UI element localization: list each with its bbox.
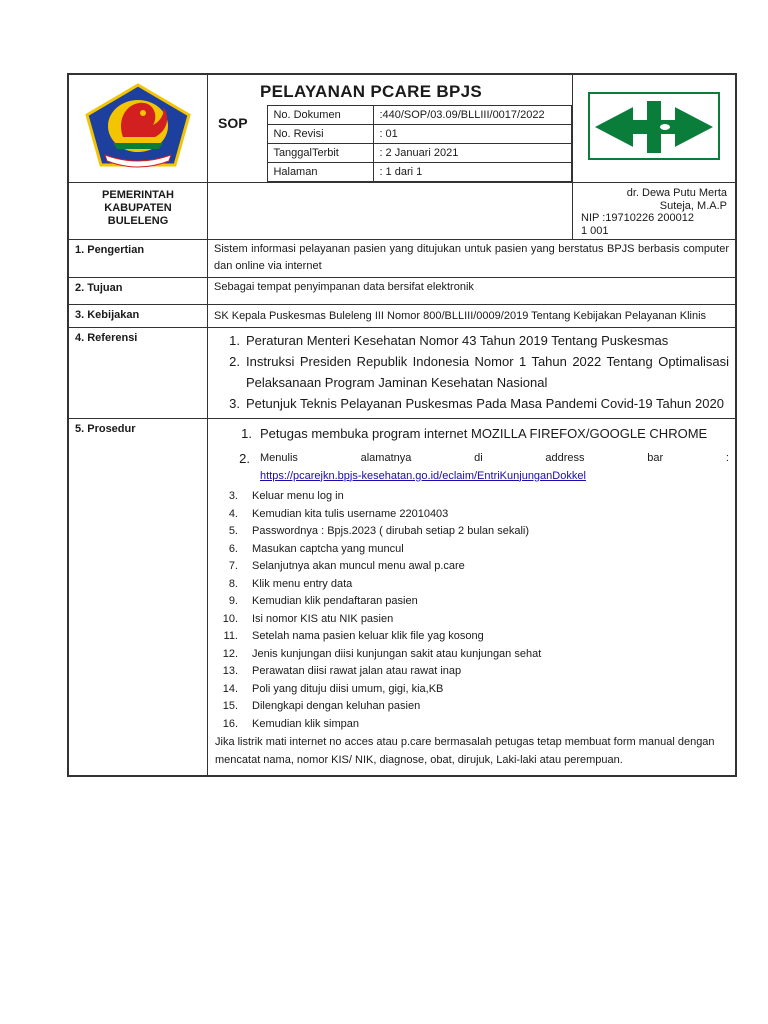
sop-label: SOP xyxy=(218,115,248,131)
document-meta-table xyxy=(267,105,572,182)
list-item: 7. Selanjutnya akan muncul menu awal p.care xyxy=(228,560,465,572)
meta-value: : 1 dari 1 xyxy=(374,163,572,182)
list-item: 14. Poli yang dituju diisi umum, gigi, kia,KB xyxy=(222,682,444,695)
organization-cell xyxy=(69,183,208,240)
list-item: 1. Peraturan Menteri Kesehatan Nomor 43 Tahun 2019 Tentang Puskesmas xyxy=(229,333,669,348)
meta-row xyxy=(268,144,572,163)
list-item: 3. Petunjuk Teknis Pelayanan Puskesmas Pada Masa Pandemi Covid-19 Tahun 2020 xyxy=(229,396,724,411)
title-block xyxy=(208,75,573,183)
section-label-tujuan: 2. Tujuan xyxy=(75,282,123,294)
procedure-steps xyxy=(208,488,735,733)
list-item: 12. Jenis kunjungan diisi kunjungan sakit atau kunjungan sehat xyxy=(222,647,542,660)
puskesmas-logo xyxy=(587,91,721,161)
list-item: 9. Kemudian klik pendaftaran pasien xyxy=(228,595,418,607)
blank-cell xyxy=(208,183,573,240)
signatory-name: dr. Dewa Putu Merta xyxy=(626,187,727,199)
signatory-nip: 1 001 xyxy=(581,224,609,237)
regency-logo-cell xyxy=(69,75,208,183)
meta-value: : 01 xyxy=(374,125,572,144)
reference-list xyxy=(208,328,735,418)
section-label-pengertian: 1. Pengertian xyxy=(75,244,145,256)
section-text-pengertian: Sistem informasi pelayanan pasien yang ditujukan untuk pasien yang berstatus BPJS berbasis computer dan online via internet xyxy=(214,243,729,272)
section-label-kebijakan: 3. Kebijakan xyxy=(75,309,140,321)
org-line: PEMERINTAH xyxy=(102,189,174,201)
list-item: 2. Instruksi Presiden Republik Indonesia Nomor 1 Tahun 2022 Tentang Optimalisasi Pelaksanaan Program Jaminan Kesehatan Nasional xyxy=(229,354,729,390)
meta-key: TanggalTerbit xyxy=(268,144,374,163)
signatory-name: Suteja, M.A.P xyxy=(659,199,727,212)
signatory-cell xyxy=(573,183,736,240)
pcare-url-link[interactable]: https://pcarejkn.bpjs-kesehatan.go.id/eclaim/EntriKunjunganDokkel xyxy=(260,469,586,482)
meta-key: No. Dokumen xyxy=(268,106,374,125)
signatory-nip: NIP :19710226 200012 xyxy=(581,212,694,224)
meta-value: :440/SOP/03.09/BLLIII/0017/2022 xyxy=(374,106,572,125)
meta-row xyxy=(268,125,572,144)
list-item: 11. Setelah nama pasien keluar klik file yag kosong xyxy=(223,630,484,642)
meta-row xyxy=(268,106,572,125)
list-item: 2. Menulis alamatnya di address bar : https://pcarejkn.bpjs-kesehatan.go.id/eclaim/EntriKunjunganDokkel xyxy=(239,451,729,482)
sop-document xyxy=(67,73,737,777)
meta-row xyxy=(268,163,572,182)
meta-key: No. Revisi xyxy=(268,125,374,144)
section-text-tujuan: Sebagai tempat penyimpanan data bersifat elektronik xyxy=(214,281,474,293)
list-item: 10. Isi nomor KIS atu NIK pasien xyxy=(222,612,394,625)
list-item: 4. Kemudian kita tulis username 22010403 xyxy=(228,507,449,520)
section-label-referensi: 4. Referensi xyxy=(75,332,138,344)
puskesmas-logo-cell xyxy=(573,75,736,183)
procedure-list xyxy=(208,419,735,485)
org-line: BULELENG xyxy=(107,215,169,227)
list-item: 6. Masukan captcha yang muncul xyxy=(228,542,404,555)
buleleng-regency-logo xyxy=(83,83,193,169)
procedure-note: Jika listrik mati internet no acces atau p.care bermasalah petugas tetap membuat form manual dengan mencatat nama, nomor KIS/ NIK, diagnose, obat, dirujuk, Laki-laki atau perempuan. xyxy=(215,736,715,766)
meta-value: : 2 Januari 2021 xyxy=(374,144,572,163)
list-item: 13. Perawatan diisi rawat jalan atau rawat inap xyxy=(222,665,462,677)
list-item: 8. Klik menu entry data xyxy=(228,577,353,590)
list-item: 16. Kemudian klik simpan xyxy=(222,717,359,730)
section-text-kebijakan: SK Kepala Puskesmas Buleleng III Nomor 800/BLLIII/0009/2019 Tentang Kebijakan Pelayanan Klinis xyxy=(214,310,707,322)
list-item: 1. Petugas membuka program internet MOZILLA FIREFOX/GOOGLE CHROME xyxy=(241,426,708,441)
sop-title: PELAYANAN PCARE BPJS xyxy=(260,82,483,101)
org-line: KABUPATEN xyxy=(104,202,172,214)
list-item: 3. Keluar menu log in xyxy=(228,490,344,502)
meta-key: Halaman xyxy=(268,163,374,182)
section-label-prosedur: 5. Prosedur xyxy=(75,423,136,435)
list-item: 15. Dilengkapi dengan keluhan pasien xyxy=(222,700,421,712)
list-item: 5. Passwordnya : Bpjs.2023 ( dirubah setiap 2 bulan sekali) xyxy=(228,525,529,537)
